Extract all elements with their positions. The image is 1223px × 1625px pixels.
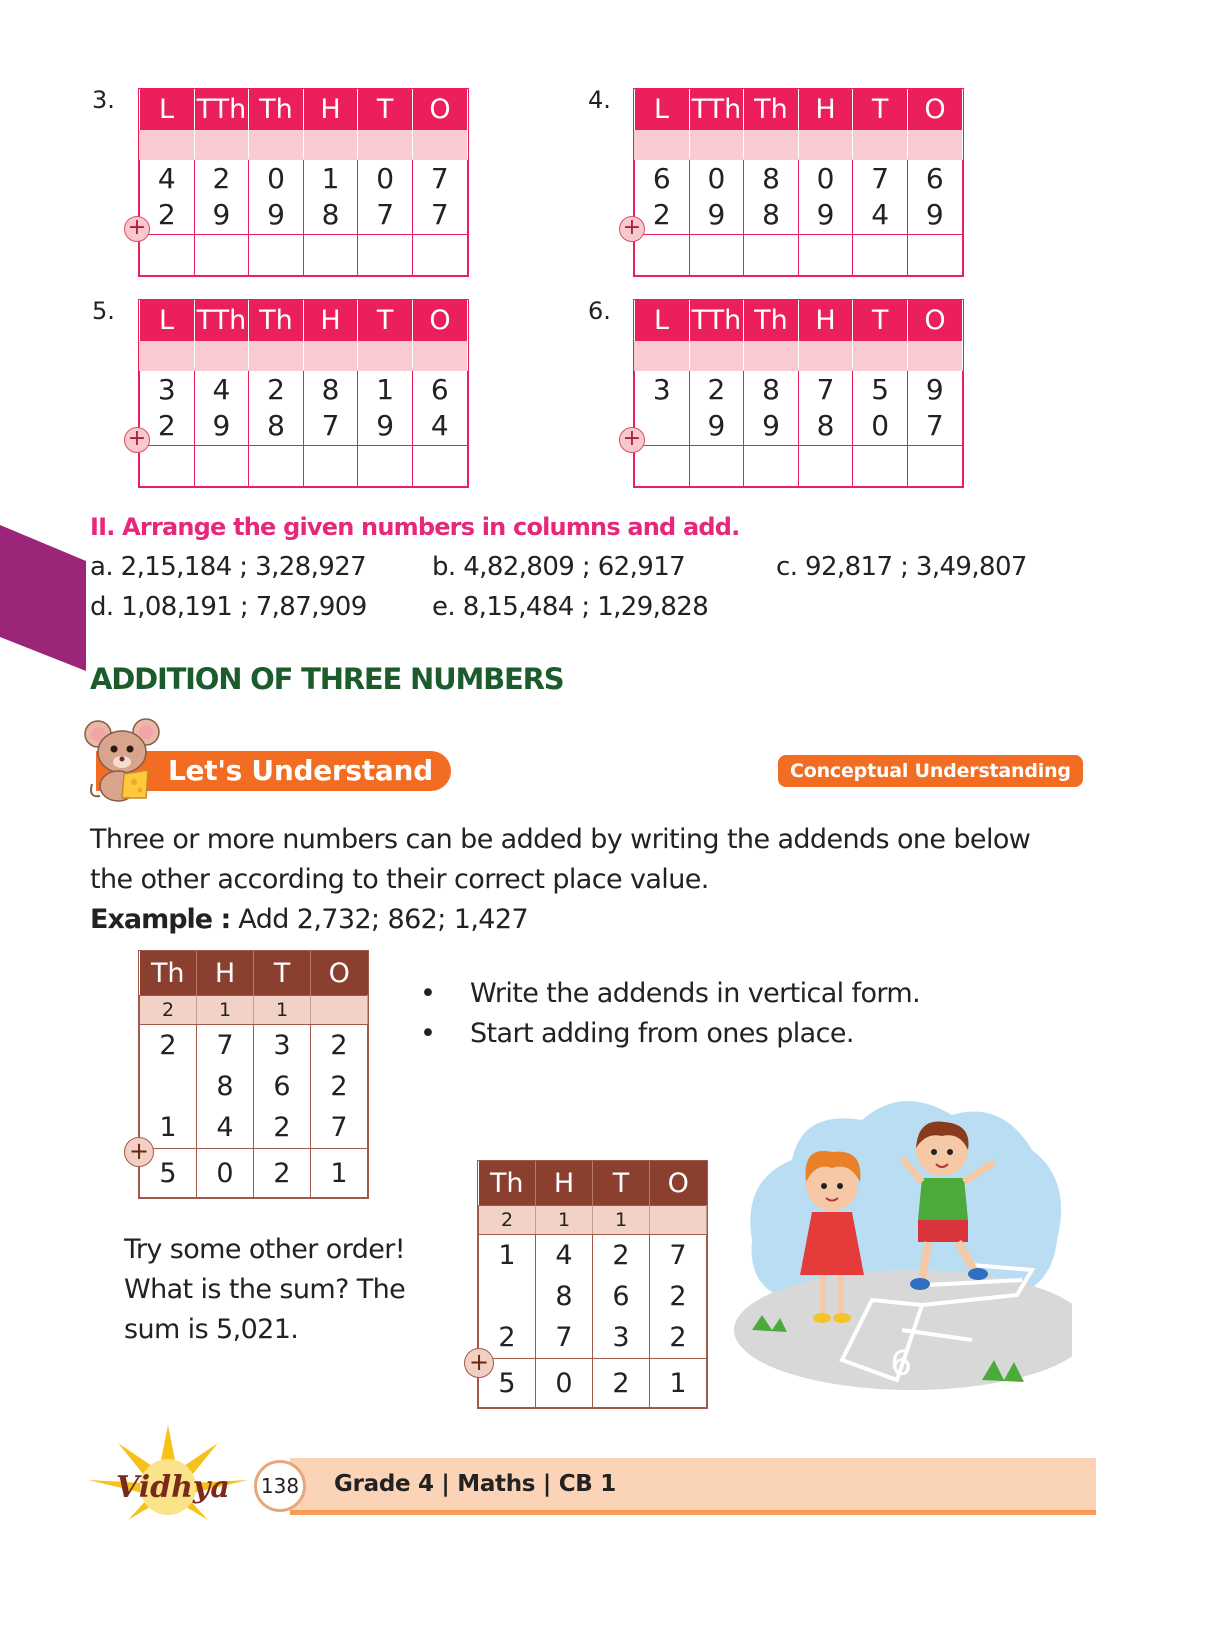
sum-cell: 1 — [650, 1359, 707, 1408]
answer-cell[interactable] — [798, 446, 853, 487]
carry-cell: 1 — [197, 996, 254, 1025]
header-cell: H — [303, 89, 358, 131]
answer-cell[interactable] — [412, 235, 467, 276]
digit-cell: 2 9 — [689, 371, 744, 446]
header-cell: L — [140, 89, 195, 131]
header-t: T — [254, 951, 311, 996]
sum-cell: 5 — [140, 1149, 197, 1198]
carry-cell[interactable] — [689, 342, 744, 371]
section-heading: ADDITION OF THREE NUMBERS — [90, 662, 564, 696]
question-number: 4. — [588, 86, 611, 114]
carry-cell[interactable] — [689, 131, 744, 160]
carry-cell[interactable] — [194, 131, 249, 160]
exercise-heading: II. Arrange the given numbers in columns and add. — [90, 513, 740, 541]
digit-cell: 2 — [650, 1276, 707, 1317]
carry-cell — [311, 996, 368, 1025]
sum-cell: 1 — [311, 1149, 368, 1198]
logo-text: Vidhya — [116, 1470, 230, 1505]
header-cell: T — [358, 89, 413, 131]
bullet-item: • Write the addends in vertical form. — [420, 978, 921, 1009]
digit-cell: 2 — [254, 1107, 311, 1149]
header-cell: O — [412, 89, 467, 131]
header-cell: H — [798, 300, 853, 342]
digit-cell: 6 — [593, 1276, 650, 1317]
answer-cell[interactable] — [303, 235, 358, 276]
digit-cell: 7 — [650, 1235, 707, 1277]
question-number: 5. — [92, 297, 115, 325]
digit-cell: 2 9 — [194, 160, 249, 235]
digit-cell: 2 — [140, 1025, 197, 1067]
digit-cell: 1 9 — [358, 371, 413, 446]
digit-cell: 7 8 — [798, 371, 853, 446]
digit-cell: 6 2 — [635, 160, 690, 235]
digit-cell: 0 9 — [249, 160, 304, 235]
answer-cell[interactable] — [140, 235, 195, 276]
digit-cell: 5 0 — [853, 371, 908, 446]
carry-cell[interactable] — [635, 131, 690, 160]
sum-cell: 5 — [479, 1359, 536, 1408]
kids-hopscotch-illustration — [732, 1090, 1072, 1400]
sum-cell: 0 — [536, 1359, 593, 1408]
example-line — [90, 900, 528, 940]
bullet-item: • Start adding from ones place. — [420, 1018, 854, 1049]
header-cell: T — [853, 89, 908, 131]
carry-cell[interactable] — [744, 131, 799, 160]
carry-cell[interactable] — [140, 131, 195, 160]
carry-cell[interactable] — [853, 342, 908, 371]
header-cell: Th — [744, 89, 799, 131]
answer-cell[interactable] — [249, 235, 304, 276]
footer-stripe — [290, 1510, 1096, 1515]
carry-cell[interactable] — [798, 342, 853, 371]
digit-cell: 6 — [254, 1066, 311, 1107]
carry-cell: 2 — [479, 1206, 536, 1235]
header-cell: L — [140, 300, 195, 342]
digit-cell: 0 9 — [689, 160, 744, 235]
answer-cell[interactable] — [744, 235, 799, 276]
digit-cell: 4 — [536, 1235, 593, 1277]
answer-cell[interactable] — [744, 446, 799, 487]
try-text: Try some other order! What is the sum? The sum is 5,021. — [124, 1234, 406, 1345]
digit-cell: 1 — [479, 1235, 536, 1277]
digit-cell: 4 — [197, 1107, 254, 1149]
header-cell: H — [798, 89, 853, 131]
answer-cell[interactable] — [635, 235, 690, 276]
digit-cell: 2 — [479, 1317, 536, 1359]
carry-cell[interactable] — [249, 131, 304, 160]
place-value-table-5 — [139, 300, 468, 487]
side-tab-decoration — [0, 525, 90, 675]
plus-sign-icon: + — [619, 427, 645, 453]
header-o: O — [311, 951, 368, 996]
digit-cell: 1 — [140, 1107, 197, 1149]
digit-cell: 7 7 — [412, 160, 467, 235]
header-cell: O — [412, 300, 467, 342]
carry-cell[interactable] — [798, 131, 853, 160]
digit-cell: 3 — [593, 1317, 650, 1359]
carry-cell[interactable] — [635, 342, 690, 371]
question-number: 6. — [588, 297, 611, 325]
digit-cell: 6 4 — [412, 371, 467, 446]
plus-sign-icon: + — [124, 216, 150, 242]
exercise-item-e: e. 8,15,484 ; 1,29,828 — [432, 592, 709, 622]
exercise-item-d: d. 1,08,191 ; 7,87,909 — [90, 592, 367, 622]
header-cell: T — [358, 300, 413, 342]
digit-cell: 1 8 — [303, 160, 358, 235]
digit-cell — [479, 1276, 536, 1317]
carry-cell[interactable] — [358, 342, 413, 371]
digit-cell: 8 7 — [303, 371, 358, 446]
vidhya-logo — [88, 1425, 248, 1525]
answer-cell[interactable] — [140, 446, 195, 487]
carry-cell: 1 — [536, 1206, 593, 1235]
sum-cell: 2 — [254, 1149, 311, 1198]
header-th: Th — [140, 951, 197, 996]
plus-sign-icon: + — [619, 216, 645, 242]
answer-cell[interactable] — [689, 235, 744, 276]
header-th: Th — [479, 1161, 536, 1206]
answer-cell[interactable] — [412, 446, 467, 487]
digit-cell: 8 9 — [744, 371, 799, 446]
answer-cell[interactable] — [358, 446, 413, 487]
carry-cell[interactable] — [907, 131, 962, 160]
example-label: Example : — [90, 904, 231, 935]
lets-understand-label: Let's Understand — [168, 754, 433, 787]
answer-cell[interactable] — [249, 446, 304, 487]
answer-cell[interactable] — [358, 235, 413, 276]
example-table-a — [139, 951, 368, 1198]
mouse-mascot-icon — [84, 712, 166, 804]
header-t: T — [593, 1161, 650, 1206]
digit-cell: 9 7 — [907, 371, 962, 446]
digit-cell: 3 — [254, 1025, 311, 1067]
digit-cell: 4 9 — [194, 371, 249, 446]
digit-cell: 0 9 — [798, 160, 853, 235]
carry-cell[interactable] — [140, 342, 195, 371]
digit-cell: 2 8 — [249, 371, 304, 446]
exercise-item-c: c. 92,817 ; 3,49,807 — [776, 552, 1027, 582]
exercise-item-b: b. 4,82,809 ; 62,917 — [432, 552, 686, 582]
digit-cell: 6 9 — [907, 160, 962, 235]
exercise-item-a: a. 2,15,184 ; 3,28,927 — [90, 552, 367, 582]
digit-cell: 7 — [197, 1025, 254, 1067]
page-number: 138 — [254, 1460, 306, 1512]
digit-cell — [140, 1066, 197, 1107]
carry-cell[interactable] — [412, 131, 467, 160]
footer-title: Grade 4 | Maths | CB 1 — [334, 1471, 616, 1497]
header-cell: TTh — [194, 89, 249, 131]
header-cell: Th — [744, 300, 799, 342]
digit-cell: 2 — [650, 1317, 707, 1359]
carry-cell: 1 — [593, 1206, 650, 1235]
sum-cell: 2 — [593, 1359, 650, 1408]
carry-cell: 1 — [254, 996, 311, 1025]
header-cell: O — [907, 300, 962, 342]
example-table-b — [478, 1161, 707, 1408]
digit-cell: 7 — [311, 1107, 368, 1149]
carry-cell[interactable] — [303, 131, 358, 160]
bullet-list — [420, 978, 920, 1058]
answer-cell[interactable] — [194, 235, 249, 276]
carry-cell[interactable] — [303, 342, 358, 371]
place-value-table-3 — [139, 89, 468, 276]
digit-cell: 8 8 — [744, 160, 799, 235]
carry-cell: 2 — [140, 996, 197, 1025]
carry-cell[interactable] — [744, 342, 799, 371]
answer-cell[interactable] — [907, 235, 962, 276]
digit-cell: 4 2 — [140, 160, 195, 235]
carry-cell[interactable] — [412, 342, 467, 371]
header-cell: L — [635, 89, 690, 131]
answer-cell[interactable] — [635, 446, 690, 487]
header-cell: TTh — [194, 300, 249, 342]
conceptual-understanding-tag: Conceptual Understanding — [778, 755, 1083, 787]
plus-sign-icon: + — [464, 1348, 494, 1378]
sum-cell: 0 — [197, 1149, 254, 1198]
header-cell: Th — [249, 89, 304, 131]
answer-cell[interactable] — [303, 446, 358, 487]
header-cell: Th — [249, 300, 304, 342]
answer-cell[interactable] — [194, 446, 249, 487]
digit-cell: 3 2 — [140, 371, 195, 446]
header-cell: L — [635, 300, 690, 342]
digit-cell: 3 — [635, 371, 690, 446]
carry-cell — [650, 1206, 707, 1235]
question-number: 3. — [92, 86, 115, 114]
header-o: O — [650, 1161, 707, 1206]
header-h: H — [536, 1161, 593, 1206]
digit-cell: 2 — [311, 1025, 368, 1067]
header-cell: T — [853, 300, 908, 342]
carry-cell[interactable] — [907, 342, 962, 371]
digit-cell: 8 — [536, 1276, 593, 1317]
answer-cell[interactable] — [853, 235, 908, 276]
answer-cell[interactable] — [853, 446, 908, 487]
header-cell: H — [303, 300, 358, 342]
digit-cell: 2 — [311, 1066, 368, 1107]
header-h: H — [197, 951, 254, 996]
answer-cell[interactable] — [689, 446, 744, 487]
carry-cell[interactable] — [358, 131, 413, 160]
carry-cell[interactable] — [853, 131, 908, 160]
digit-cell: 2 — [593, 1235, 650, 1277]
digit-cell: 7 — [536, 1317, 593, 1359]
digit-cell: 8 — [197, 1066, 254, 1107]
plus-sign-icon: + — [124, 427, 150, 453]
plus-sign-icon: + — [124, 1137, 154, 1167]
intro-line-1: Three or more numbers can be added by writing the addends one below — [90, 824, 1031, 855]
intro-line-2: the other according to their correct place value. — [90, 864, 709, 895]
carry-cell[interactable] — [249, 342, 304, 371]
answer-cell[interactable] — [798, 235, 853, 276]
header-cell: O — [907, 89, 962, 131]
carry-cell[interactable] — [194, 342, 249, 371]
header-cell: TTh — [689, 89, 744, 131]
example-text: Add 2,732; 862; 1,427 — [230, 904, 529, 935]
header-cell: TTh — [689, 300, 744, 342]
place-value-table-4 — [634, 89, 963, 276]
svg-text:9: 9 — [890, 1341, 912, 1381]
digit-cell: 7 4 — [853, 160, 908, 235]
place-value-table-6 — [634, 300, 963, 487]
answer-cell[interactable] — [907, 446, 962, 487]
digit-cell: 0 7 — [358, 160, 413, 235]
